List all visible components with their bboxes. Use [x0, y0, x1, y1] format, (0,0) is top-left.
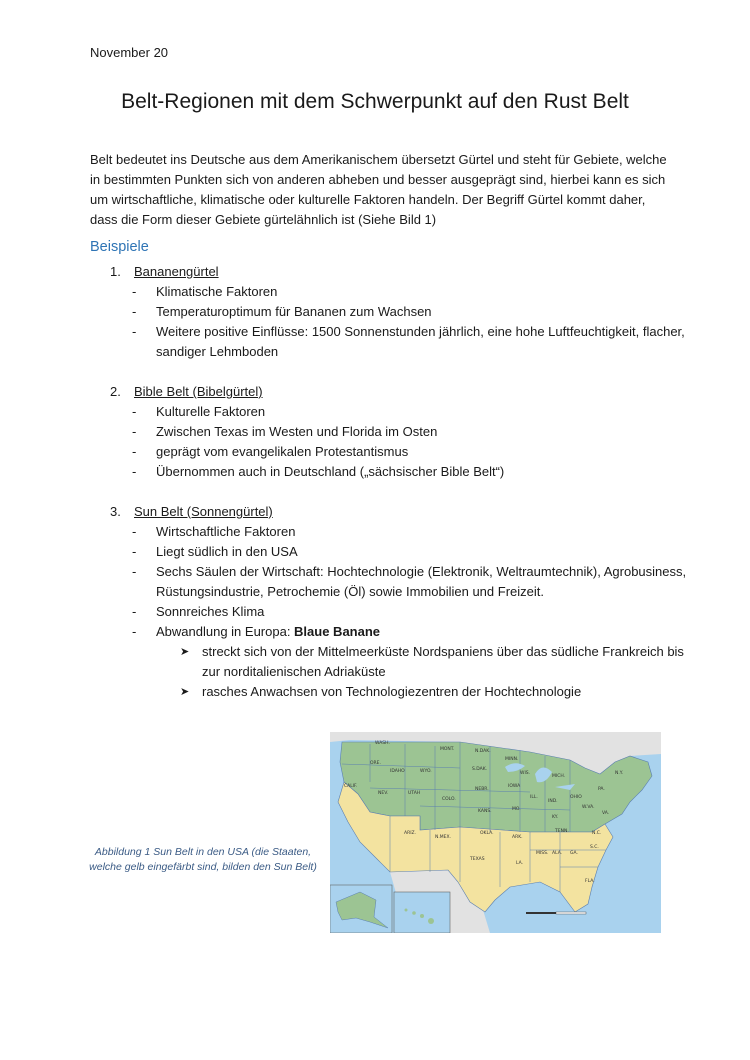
us-map-image — [330, 732, 661, 933]
sub-bullet-list — [110, 642, 690, 702]
sub-list-item — [180, 682, 690, 702]
example-heading — [110, 502, 690, 522]
state-label: WIS. — [520, 771, 531, 776]
state-label: S.DAK. — [472, 767, 488, 772]
state-label: NEV. — [378, 791, 389, 796]
list-item: - Wirtschaftliche Faktoren — [132, 522, 690, 542]
list-item-text: Abwandlung in Europa: — [156, 624, 295, 639]
examples-list — [110, 262, 690, 722]
state-label: W.VA. — [582, 805, 595, 810]
state-label: MINN. — [505, 757, 519, 762]
section-heading-beispiele: Beispiele — [90, 239, 149, 255]
list-item: - Sechs Säulen der Wirtschaft: Hochtechnologie (Elektronik, Weltraumtechnik), Agrobusiness, Rüstungsindustrie, Petrochemie (Öl) sowie Immobilien und Freizeit. — [132, 562, 690, 602]
figure-caption: Abbildung 1 Sun Belt in den USA (die Staaten, welche gelb eingefärbt sind, bilden den Sun Belt) — [89, 846, 317, 873]
scale-bar — [526, 912, 586, 914]
state-label: GA. — [570, 851, 578, 856]
example-sun-belt — [110, 502, 690, 702]
state-label: ILL. — [530, 795, 538, 800]
blaue-banane-term: Blaue Banane — [294, 624, 381, 639]
list-item: - Weitere positive Einflüsse: 1500 Sonnenstunden jährlich, eine hohe Luftfeuchtigkeit, flacher, sandiger Lehmboden — [132, 322, 690, 362]
sub-list-item-text: streckt sich von der Mittelmeerküste Nordspaniens über das südliche Frankreich bis zur norditalienischen Adriaküste — [202, 644, 684, 679]
bullet-list — [110, 282, 690, 362]
example-bananenguertel — [110, 262, 690, 362]
list-item: - Sonnreiches Klima — [132, 602, 690, 622]
bullet-list — [110, 522, 690, 642]
list-item: - Liegt südlich in den USA — [132, 542, 690, 562]
example-title: Bible Belt (Bibelgürtel) — [134, 384, 263, 399]
bullet-list — [110, 402, 690, 482]
state-label: MONT. — [440, 747, 455, 752]
state-label: ORE. — [370, 761, 381, 766]
header-date: November 20 — [90, 45, 169, 60]
example-bible-belt — [110, 382, 690, 482]
state-label: WASH. — [375, 741, 390, 746]
sun-belt-map — [330, 732, 661, 933]
state-label: IOWA — [508, 784, 521, 789]
state-label: MISS. — [536, 851, 549, 856]
state-label: TENN. — [555, 829, 569, 834]
example-number: 1. — [110, 264, 121, 279]
state-label: N.Y. — [615, 771, 624, 776]
state-label: UTAH — [408, 791, 421, 796]
state-label: S.C. — [590, 845, 599, 850]
state-label: N.C. — [592, 831, 602, 836]
state-label: N.DAK. — [475, 749, 491, 754]
state-label: IDAHO — [390, 769, 405, 774]
example-title: Sun Belt (Sonnengürtel) — [134, 504, 273, 519]
example-heading — [110, 262, 690, 282]
state-label: MO. — [512, 807, 521, 812]
state-label: WYO. — [420, 769, 432, 774]
state-label: TEXAS — [470, 857, 485, 862]
state-label: COLO. — [442, 797, 456, 802]
state-label: NEBR. — [475, 787, 489, 792]
list-item: - Übernommen auch in Deutschland („sächsischer Bible Belt“) — [132, 462, 690, 482]
arrow-bullet-icon: ➤ — [180, 686, 190, 698]
example-number: 3. — [110, 504, 121, 519]
sub-list-item — [180, 642, 690, 682]
state-label: KY. — [552, 815, 559, 820]
list-item: - geprägt vom evangelikalen Protestantismus — [132, 442, 690, 462]
state-label: CALIF. — [344, 784, 358, 789]
state-label: ALA. — [552, 851, 563, 856]
state-label: FLA. — [585, 879, 595, 884]
state-label: ARIZ. — [404, 831, 417, 836]
list-item — [132, 622, 690, 642]
example-title: Bananengürtel — [134, 264, 219, 279]
state-label: IND. — [548, 799, 558, 804]
state-label: N.MEX. — [435, 835, 452, 840]
hawaii-inset — [394, 892, 450, 933]
state-label: KANS. — [478, 809, 492, 814]
alaska-inset — [330, 885, 392, 933]
example-heading — [110, 382, 690, 402]
state-label: PA. — [598, 787, 605, 792]
list-item: - Klimatische Faktoren — [132, 282, 690, 302]
list-item: - Temperaturoptimum für Bananen zum Wachsen — [132, 302, 690, 322]
example-number: 2. — [110, 384, 121, 399]
state-label: OHIO — [570, 795, 582, 800]
state-label: OKLA. — [480, 831, 494, 836]
intro-paragraph: Belt bedeutet ins Deutsche aus dem Amerikanischem übersetzt Gürtel und steht für Gebiete, welche in bestimmten Punkten sich von anderen abheben und besser ausgeprägt sind, hierbei kann es sich um wirtschaftliche, klimatische oder kulturelle Faktoren handeln. Der Begriff Gürtel kommt daher, dass die Form dieser Gebiete gürtelähnlich ist (Siehe Bild 1) — [90, 152, 667, 227]
state-label: LA. — [516, 861, 524, 866]
list-item: - Zwischen Texas im Westen und Florida im Osten — [132, 422, 690, 442]
state-label: MICH. — [552, 774, 566, 779]
page-title: Belt-Regionen mit dem Schwerpunkt auf den Rust Belt — [121, 90, 629, 113]
state-label: VA. — [602, 811, 610, 816]
state-label: ARK. — [512, 835, 523, 840]
sub-list-item-text: rasches Anwachsen von Technologiezentren der Hochtechnologie — [202, 684, 582, 699]
list-item: - Kulturelle Faktoren — [132, 402, 690, 422]
arrow-bullet-icon: ➤ — [180, 646, 190, 658]
